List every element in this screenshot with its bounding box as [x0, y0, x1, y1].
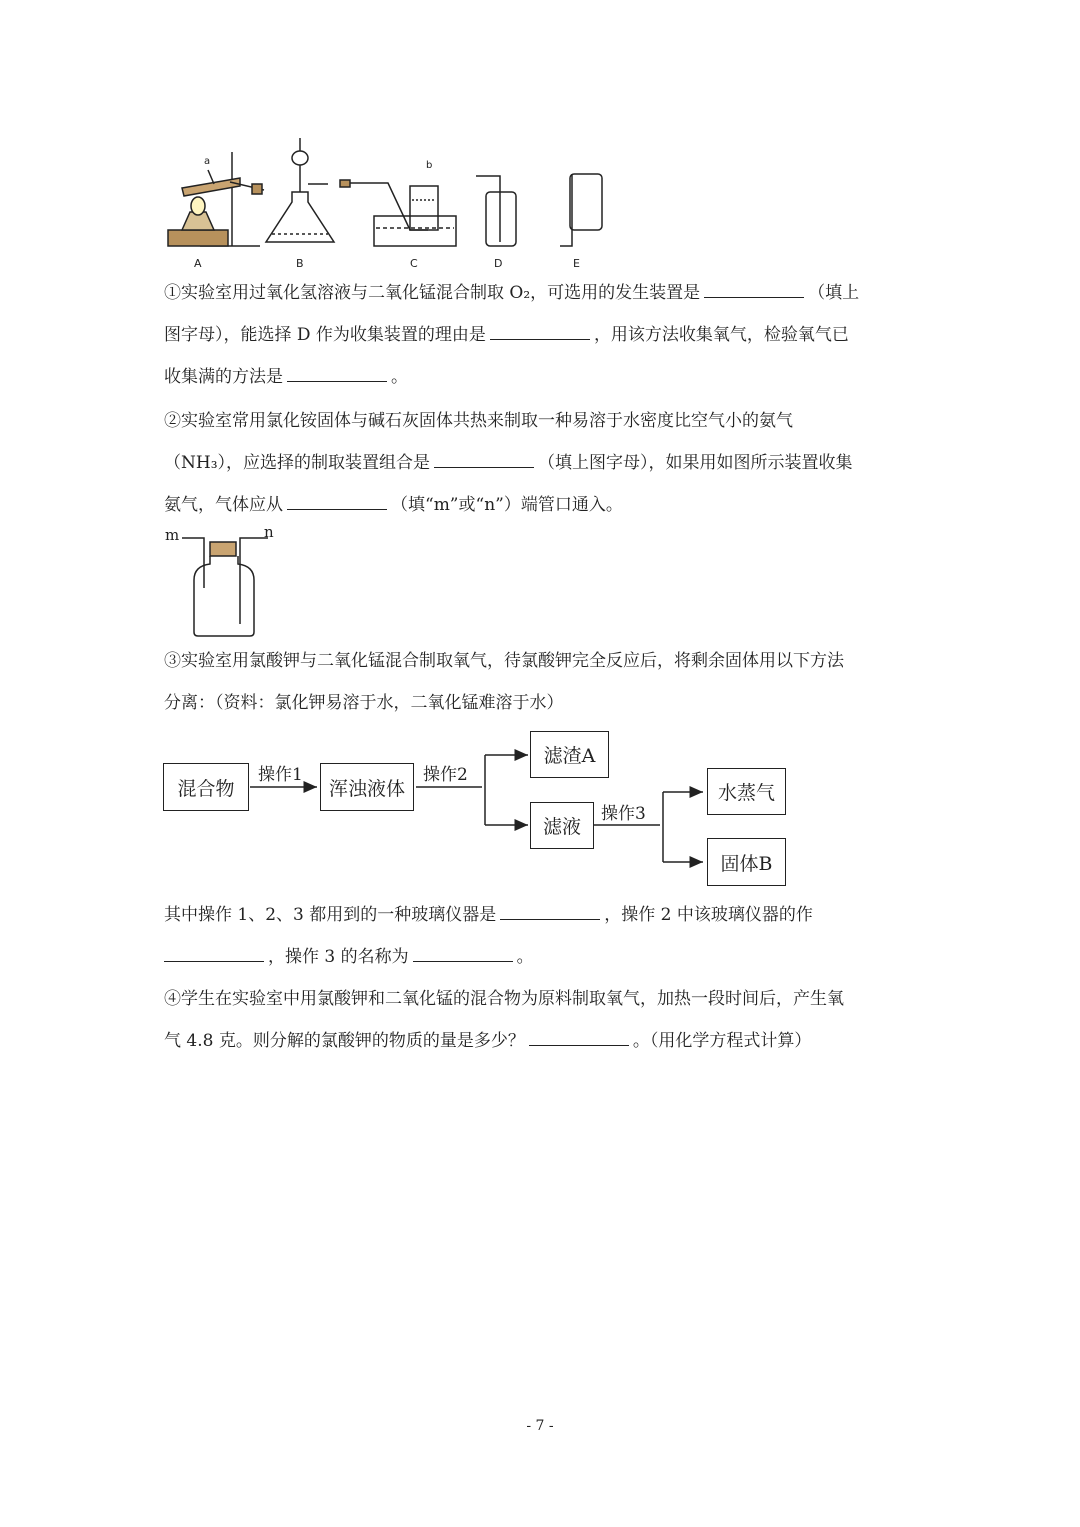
page-number: - 7 - [526, 1418, 554, 1434]
flowchart-connectors [160, 720, 800, 900]
bottle-label-n: n [264, 523, 274, 541]
q2-line2: （NH₃），应选择的制取装置组合是 [164, 453, 431, 473]
q3b-line1: 其中操作 1、2、3 都用到的一种玻璃仪器是 [164, 905, 497, 925]
apparatus-label-a: A [194, 257, 202, 270]
q3b-line2-end: 。 [516, 947, 534, 967]
flow-label-op1: 操作1 [258, 765, 303, 785]
q3b-blank-3[interactable] [413, 960, 513, 962]
q1-line1-end: （填上 [808, 283, 860, 303]
flow-box-residue: 滤渣A [530, 731, 609, 778]
apparatus-tag-b: b [426, 160, 433, 171]
flow-box-filtrate: 滤液 [530, 802, 594, 849]
question-3 [164, 640, 924, 724]
flow-label-op2: 操作2 [423, 765, 468, 785]
q1-line3: 收集满的方法是 [164, 367, 283, 387]
apparatus-label-e: E [573, 257, 580, 270]
q1-line3-end: 。 [391, 367, 408, 387]
flow-box-vapor: 水蒸气 [707, 768, 786, 815]
apparatus-figure [160, 130, 620, 270]
q2-line1: ②实验室常用氯化铵固体与碱石灰固体共热来制取一种易溶于水密度比空气小的氨气 [164, 411, 793, 431]
question-4 [164, 978, 924, 1062]
q1-line1: ①实验室用过氧化氢溶液与二氧化锰混合制取 O₂，可选用的发生装置是 [164, 283, 701, 303]
q3-line2: 分离：（资料：氯化钾易溶于水，二氧化锰难溶于水） [164, 693, 564, 713]
q1-blank-1[interactable] [704, 296, 804, 298]
gas-bottle-diagram [180, 528, 270, 640]
flow-box-turbid: 浑浊液体 [320, 763, 414, 811]
q2-line2-end: （填上图字母），如果用如图所示装置收集 [538, 453, 853, 473]
apparatus-label-b: B [296, 257, 304, 270]
apparatus-label-c: C [410, 257, 418, 270]
q4-line2-end: 。（用化学方程式计算） [632, 1031, 812, 1051]
q2-line3-end: （填“m”或“n”）端管口通入。 [391, 495, 623, 515]
q3-line1: ③实验室用氯酸钾与二氧化锰混合制取氧气，待氯酸钾完全反应后，将剩余固体用以下方法 [164, 651, 844, 671]
q1-blank-2[interactable] [490, 338, 590, 340]
q3b-blank-2[interactable] [164, 960, 264, 962]
q3b-blank-1[interactable] [500, 918, 600, 920]
apparatus-tag-a: a [204, 156, 211, 167]
question-3b [164, 894, 924, 978]
q4-line2: 气 4.8 克。则分解的氯酸钾的物质的量是多少？ [164, 1031, 525, 1051]
q1-line2-end: ，用该方法收集氧气，检验氧气已 [593, 325, 849, 345]
q1-line2: 图字母），能选择 D 作为收集装置的理由是 [164, 325, 486, 345]
flow-box-mixture: 混合物 [163, 763, 249, 811]
bottle-label-m: m [165, 526, 180, 544]
q4-blank-1[interactable] [529, 1044, 629, 1046]
q2-blank-1[interactable] [434, 466, 534, 468]
flow-box-solid: 固体B [707, 838, 786, 886]
q2-blank-2[interactable] [287, 508, 387, 510]
q3b-line2-mid: ，操作 3 的名称为 [268, 947, 409, 967]
q3b-line1-end: ，操作 2 中该玻璃仪器的作 [604, 905, 813, 925]
question-1 [164, 272, 924, 398]
q4-line1: ④学生在实验室中用氯酸钾和二氧化锰的混合物为原料制取氧气，加热一段时间后，产生氧 [164, 989, 844, 1009]
question-2 [164, 400, 924, 526]
q2-line3: 氨气，气体应从 [164, 495, 283, 515]
apparatus-label-d: D [494, 257, 503, 270]
flow-label-op3: 操作3 [601, 804, 646, 824]
q1-blank-3[interactable] [287, 380, 387, 382]
